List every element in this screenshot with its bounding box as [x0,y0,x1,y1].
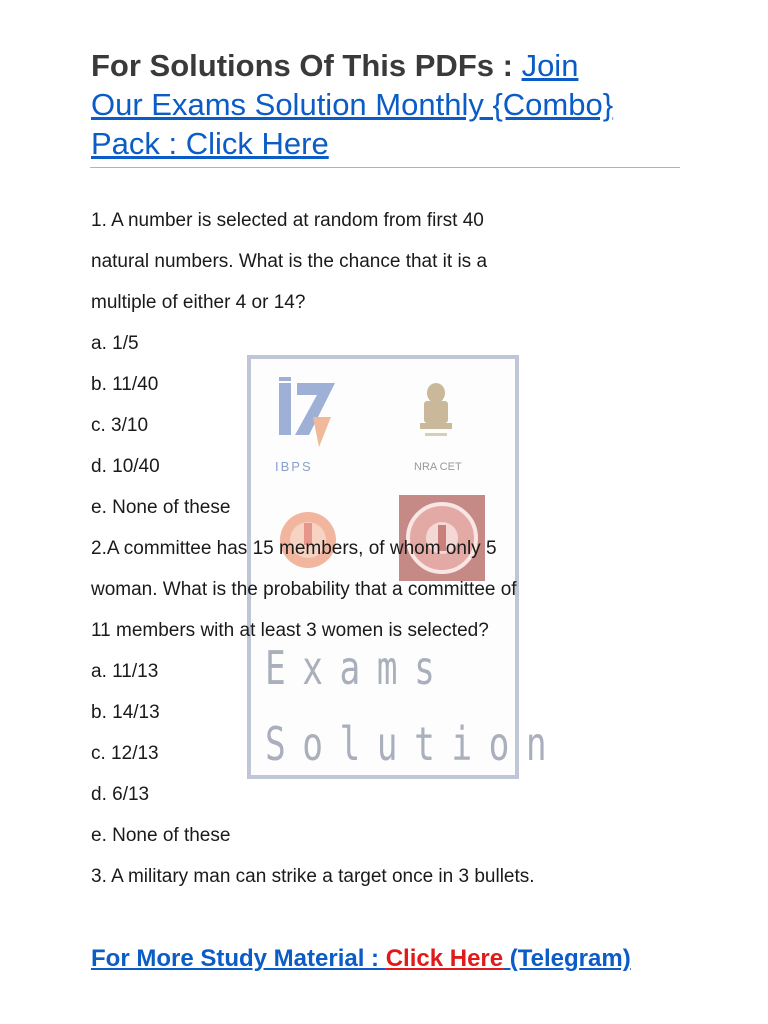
text-line: 2.A committee has 15 members, of whom only 5 [91,538,497,559]
header-line-1 [91,46,691,85]
click-here-link[interactable]: Pack : Click Here [91,126,329,161]
footer-lead-text: For More Study Material : [91,945,386,972]
nra-cet-label: NRA CET [414,461,462,473]
text-line: woman. What is the probability that a committee of [91,579,517,600]
join-link[interactable]: Join [521,48,579,83]
option-line: a. 1/5 [91,333,139,354]
footer-click-here-link[interactable]: Click Here [385,945,504,972]
ibps-label: IBPS [275,459,313,474]
footer-banner [91,945,631,973]
header-lead-text: For Solutions Of This PDFs : [91,48,522,83]
option-line: b. 14/13 [91,702,160,723]
header-line-3 [91,124,691,163]
header-line-2 [91,85,691,124]
option-line: d. 6/13 [91,784,150,805]
header-banner [91,46,691,163]
option-line: a. 11/13 [91,661,159,682]
combo-pack-link[interactable]: Our Exams Solution Monthly {Combo} [91,87,614,122]
question-content [91,200,691,897]
option-line: c. 12/13 [91,743,159,764]
option-line: c. 3/10 [91,415,149,436]
option-line: b. 11/40 [91,374,159,395]
option-line: e. None of these [91,825,231,846]
option-line: d. 10/40 [91,456,160,477]
text-line: 11 members with at least 3 women is selected? [91,620,489,641]
text-line: 1. A number is selected at random from first 40 [91,210,484,231]
text-line: natural numbers. What is the chance that it is a [91,251,488,272]
watermark-word-solution: Solution [265,717,564,771]
text-line: 3. A military man can strike a target once in 3 bullets. [91,866,535,887]
watermark-word-exams: Exams [265,641,452,695]
option-line: e. None of these [91,497,231,518]
header-divider [90,167,680,168]
footer-telegram-text[interactable]: (Telegram) [503,945,631,972]
text-line: multiple of either 4 or 14? [91,292,306,313]
